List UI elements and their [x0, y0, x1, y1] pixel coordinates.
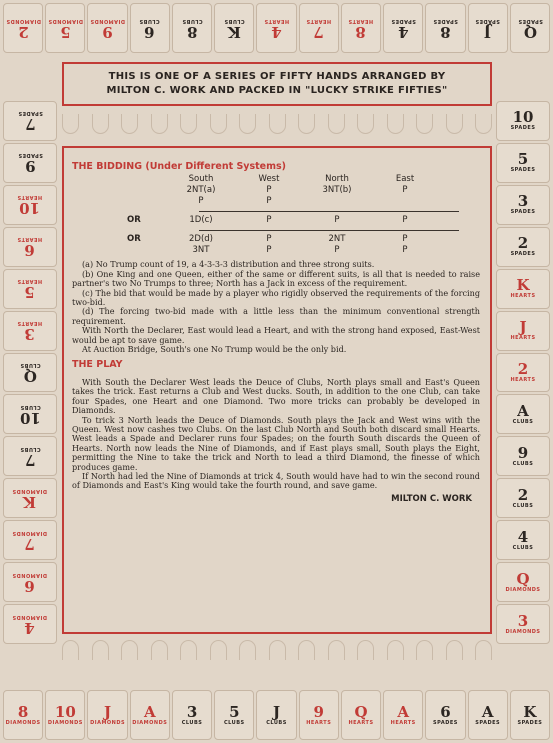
card-suit-label: SPADES: [517, 17, 543, 24]
card-rank: 7: [24, 115, 36, 134]
card-suit-label: DIAMONDS: [12, 571, 48, 578]
card-rank: 5: [229, 702, 240, 721]
card-rank: 3: [186, 702, 198, 721]
card-rank: 7: [24, 450, 36, 469]
card-suit-label: SPADES: [510, 167, 536, 174]
card-tab-right: [496, 436, 550, 476]
bidding-header-row: [127, 175, 480, 186]
card-suit-label: DIAMONDS: [12, 529, 48, 536]
card-tab-right: [496, 478, 550, 518]
card-tab-top: [87, 3, 127, 53]
card-suit-label: HEARTS: [348, 719, 374, 726]
card-rank: J: [272, 702, 281, 721]
card-suit-label: SPADES: [510, 209, 536, 216]
card-rank: K: [227, 22, 241, 41]
card-tab-right: [496, 604, 550, 644]
card-rank: 10: [54, 702, 76, 721]
card-rank: 7: [313, 22, 324, 41]
card-suit-label: SPADES: [510, 125, 536, 132]
card-suit-label: SPADES: [517, 719, 543, 726]
card-tab-left: [3, 436, 57, 476]
card-tab-left: [3, 562, 57, 602]
card-tab-top: [172, 3, 212, 53]
card-rank: 4: [398, 22, 409, 41]
card-tab-left: [3, 227, 57, 267]
series-header-box: [62, 62, 492, 106]
card-rank: 2: [17, 22, 29, 41]
card-tab-left: [3, 143, 57, 183]
card-tab-right: [496, 143, 550, 183]
card-suit-label: DIAMONDS: [505, 586, 541, 593]
card-rank: 6: [24, 576, 36, 595]
col-west: West: [258, 174, 280, 185]
card-rank: J: [484, 22, 492, 41]
card-tab-top: [341, 3, 381, 53]
card-tab-bottom: [130, 690, 170, 740]
card-tab-right: [496, 353, 550, 393]
card-suit-label: SPADES: [510, 251, 536, 258]
card-rank: 10: [19, 199, 41, 218]
card-suit-label: CLUBS: [512, 502, 534, 509]
card-tab-bottom: [256, 690, 296, 740]
card-suit-label: HEARTS: [510, 293, 536, 300]
card-tab-left: [3, 353, 57, 393]
card-tab-top: [299, 3, 339, 53]
scallop-row-top: [62, 114, 492, 134]
left-card-tabs: [2, 100, 58, 645]
card-rank: 8: [440, 22, 451, 41]
card-rank: Q: [23, 366, 37, 385]
card-suit-label: CLUBS: [19, 403, 41, 410]
card-suit-label: HEARTS: [263, 17, 290, 24]
card-suit-label: DIAMONDS: [5, 17, 41, 24]
card-suit-label: CLUBS: [512, 544, 534, 551]
bidding-divider: [199, 230, 459, 231]
card-tab-top: [425, 3, 465, 53]
card-tab-left: [3, 311, 57, 351]
card-suit-label: SPADES: [17, 152, 43, 159]
card-suit-label: DIAMONDS: [47, 719, 83, 726]
card-rank: K: [523, 702, 537, 721]
card-tab-bottom: [45, 690, 85, 740]
card-suit-label: CLUBS: [223, 719, 245, 726]
card-suit-label: SPADES: [17, 110, 43, 117]
card-rank: 8: [355, 22, 367, 41]
card-rank: Q: [354, 702, 368, 721]
card-tab-right: [496, 227, 550, 267]
card-rank: 10: [19, 408, 41, 427]
bidding-note-d: (d) The forcing two-bid made with a little less than the minimum conventional strength requirement.: [72, 306, 480, 326]
card-tab-right: [496, 101, 550, 141]
card-rank: 5: [517, 150, 529, 169]
card-suit-label: DIAMONDS: [12, 613, 48, 620]
card-tab-top: [383, 3, 423, 53]
bidding-row: OR 1D(c) P P P: [127, 215, 408, 226]
card-rank: 2: [517, 485, 529, 504]
bidding-note-auction: At Auction Bridge, South's one No Trump would be the only bid.: [82, 344, 347, 355]
scallop-row-bottom: [62, 640, 492, 660]
card-tab-bottom: [468, 690, 508, 740]
right-card-tabs: [495, 100, 551, 645]
card-rank: A: [144, 702, 156, 721]
card-suit-label: DIAMONDS: [5, 719, 41, 726]
card-suit-label: HEARTS: [510, 376, 536, 383]
card-rank: 6: [144, 22, 156, 41]
card-tab-left: [3, 478, 57, 518]
card-tab-bottom: [3, 690, 43, 740]
card-rank: A: [481, 702, 494, 721]
card-rank: 9: [102, 22, 113, 41]
card-tab-left: [3, 604, 57, 644]
card-rank: 10: [512, 108, 534, 127]
card-tab-top: [45, 3, 85, 53]
header-line-1: THIS IS ONE OF A SERIES OF FIFTY HANDS ARRANGED BY: [108, 71, 446, 82]
card-suit-label: HEARTS: [17, 194, 43, 201]
play-paragraph: To trick 3 North leads the Deuce of Diamonds. South plays the Jack and West wins with the Queen. West now cashes two Clubs. On the last Club North and South both discard small Hearts. West leads a Spade and Declarer runs four Spades; on the fourth South discards the Queen of Hearts. North now leads the Nine of Diamonds, and if East plays small, South plays the Eight, permitting the Nine to take the trick and North to lead a third Diamond, the finesse of which produces game.: [72, 414, 480, 472]
card-rank: 9: [313, 702, 324, 721]
bidding-row: OR 2D(d) P 2NT P: [127, 234, 408, 245]
card-suit-label: CLUBS: [223, 17, 245, 24]
card-tab-bottom: [299, 690, 339, 740]
card-suit-label: HEARTS: [17, 278, 43, 285]
card-suit-label: CLUBS: [19, 445, 41, 452]
bidding-divider: [199, 211, 459, 212]
card-rank: A: [397, 702, 410, 721]
card-rank: 7: [24, 534, 36, 553]
bidding-row: 3NT P P P: [192, 245, 408, 256]
card-suit-label: DIAMONDS: [90, 17, 126, 24]
card-suit-label: SPADES: [390, 17, 416, 24]
play-paragraph: If North had led the Nine of Diamonds at trick 4, South would have had to win the second round of Diamonds and East's King would take the fourth round, and save game.: [72, 470, 480, 491]
card-suit-label: SPADES: [433, 17, 458, 24]
bidding-note-b: (b) One King and one Queen, either of the same or different suits, is all that is needed to raise partner's two No Trumps to three; North has a Jack in excess of the requirement.: [72, 268, 480, 289]
card-suit-label: DIAMONDS: [47, 17, 83, 24]
card-tab-bottom: [510, 690, 550, 740]
card-rank: 8: [17, 702, 29, 721]
card-rank: 6: [24, 241, 36, 260]
card-tab-bottom: [87, 690, 127, 740]
card-rank: J: [519, 318, 527, 337]
card-suit-label: SPADES: [433, 719, 458, 726]
card-tab-right: [496, 311, 550, 351]
signature: MILTON C. WORK: [391, 493, 472, 504]
card-tab-bottom: [425, 690, 465, 740]
card-rank: 2: [517, 234, 529, 253]
hand-content-box: [62, 146, 492, 634]
card-rank: 4: [517, 527, 529, 546]
card-suit-label: DIAMONDS: [505, 628, 541, 635]
card-tab-bottom: [214, 690, 254, 740]
card-suit-label: CLUBS: [181, 719, 203, 726]
card-rank: 3: [24, 325, 36, 344]
card-suit-label: CLUBS: [139, 17, 161, 24]
card-tab-top: [468, 3, 508, 53]
card-tab-right: [496, 520, 550, 560]
card-tab-top: [3, 3, 43, 53]
card-tab-right: [496, 394, 550, 434]
card-rank: 3: [517, 192, 529, 211]
bidding-title: THE BIDDING (Under Different Systems): [72, 161, 287, 172]
card-suit-label: DIAMONDS: [12, 487, 48, 494]
card-suit-label: CLUBS: [19, 361, 41, 368]
card-tab-top: [510, 3, 550, 53]
bottom-card-tabs: [2, 689, 551, 741]
col-south: South: [188, 174, 214, 185]
card-tab-top: [214, 3, 254, 53]
card-tab-left: [3, 269, 57, 309]
card-rank: 3: [517, 611, 529, 630]
card-tab-right: [496, 185, 550, 225]
card-rank: A: [517, 401, 529, 420]
card-tab-left: [3, 394, 57, 434]
card-rank: 9: [24, 157, 36, 176]
card-tab-bottom: [172, 690, 212, 740]
card-suit-label: HEARTS: [306, 17, 332, 24]
card-suit-label: HEARTS: [348, 17, 374, 24]
card-rank: J: [104, 702, 112, 721]
bidding-row: P P: [198, 196, 272, 207]
card-rank: K: [23, 492, 37, 511]
card-rank: Q: [516, 569, 530, 588]
card-suit-label: CLUBS: [512, 418, 534, 425]
card-tab-top: [130, 3, 170, 53]
col-north: North: [325, 174, 349, 185]
card-suit-label: HEARTS: [306, 719, 332, 726]
card-suit-label: CLUBS: [181, 17, 203, 24]
card-rank: 5: [24, 283, 36, 302]
card-suit-label: SPADES: [475, 17, 501, 24]
card-suit-label: HEARTS: [17, 320, 43, 327]
top-card-tabs: [2, 2, 551, 54]
bidding-table: [127, 175, 480, 257]
card-rank: K: [516, 276, 530, 295]
card-suit-label: CLUBS: [512, 460, 534, 467]
play-title: THE PLAY: [72, 359, 123, 371]
card-tab-left: [3, 185, 57, 225]
card-rank: 4: [24, 618, 36, 637]
card-rank: 2: [517, 359, 529, 378]
bidding-note-c: (c) The bid that would be made by a player who rigidly observed the requirements of the forcing two-bid.: [72, 287, 480, 308]
card-suit-label: HEARTS: [17, 236, 43, 243]
card-tab-top: [256, 3, 296, 53]
card-rank: 8: [186, 22, 198, 41]
play-paragraph: With South the Declarer West leads the Deuce of Clubs, North plays small and East's Queen takes the trick. East returns a Club and West ducks. South, in addition to the one Club, can take four Spades, one Heart and one Diamond. Two more tricks can probably be developed in Diamonds.: [72, 376, 480, 416]
card-tab-left: [3, 520, 57, 560]
card-suit-label: CLUBS: [266, 719, 287, 726]
card-rank: 4: [271, 22, 282, 41]
card-tab-bottom: [341, 690, 381, 740]
card-suit-label: HEARTS: [390, 719, 416, 726]
bidding-row: 2NT(a) P 3NT(b) P: [186, 185, 408, 196]
card-suit-label: SPADES: [475, 719, 501, 726]
card-suit-label: HEARTS: [510, 335, 536, 342]
card-rank: 5: [60, 22, 71, 41]
card-rank: 9: [517, 443, 529, 462]
card-tab-right: [496, 269, 550, 309]
card-suit-label: DIAMONDS: [90, 719, 126, 726]
card-rank: 6: [440, 702, 451, 721]
col-east: East: [395, 174, 415, 185]
card-rank: Q: [523, 22, 537, 41]
card-tab-left: [3, 101, 57, 141]
header-line-2: MILTON C. WORK AND PACKED IN "LUCKY STRIKE FIFTIES": [106, 85, 448, 96]
card-tab-right: [496, 562, 550, 602]
bidding-note-a: (a) No Trump count of 19, a 4-3-3-3 distribution and three strong suits.: [82, 259, 375, 270]
card-suit-label: DIAMONDS: [132, 719, 168, 726]
bidding-note-north: With North the Declarer, East would lead a Heart, and with the strong hand exposed, East-West would be apt to save game.: [72, 325, 480, 345]
card-tab-bottom: [383, 690, 423, 740]
